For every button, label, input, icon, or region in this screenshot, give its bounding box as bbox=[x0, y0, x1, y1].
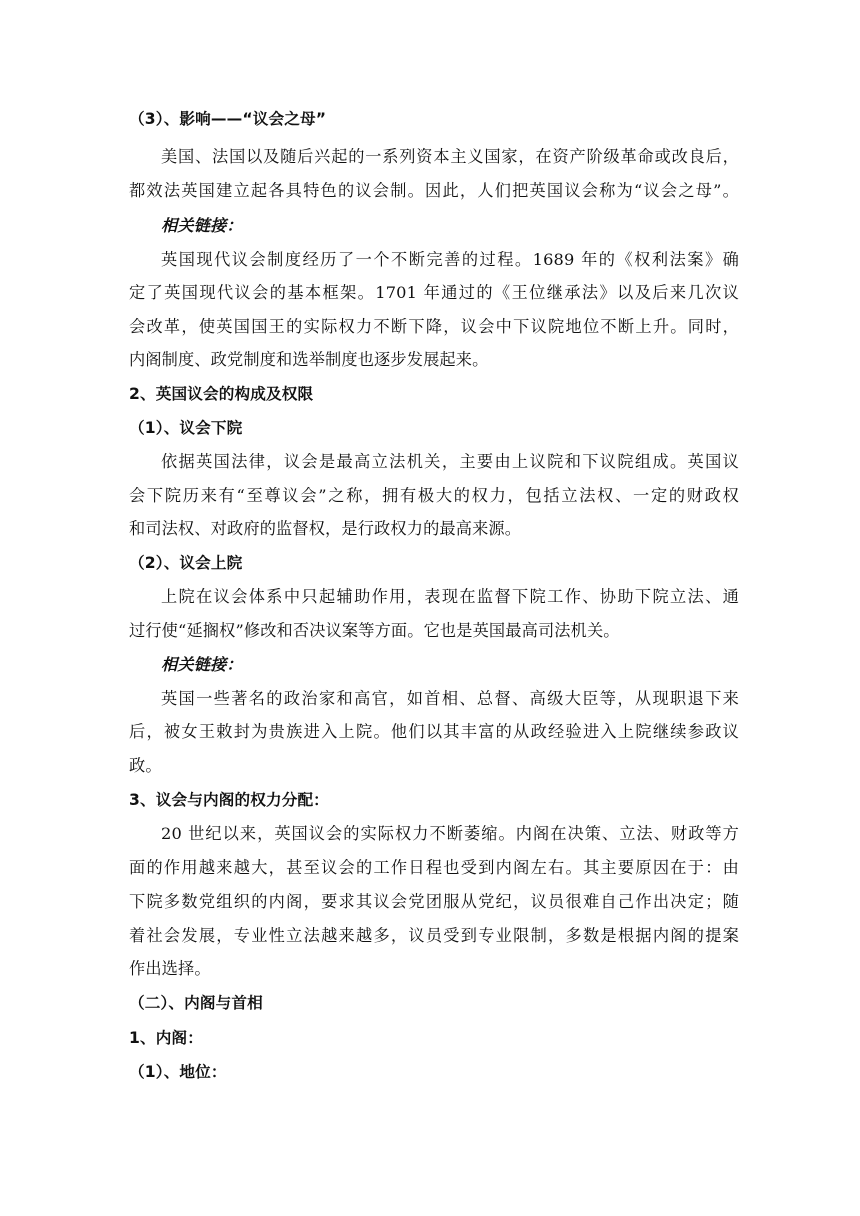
paragraph-line: 依据英国法律，议会是最高立法机关，主要由上议院和下议院组成。英国议 bbox=[161, 452, 739, 471]
heading-upper-house: （2）、议会上院 bbox=[129, 554, 243, 572]
paragraph-line: 作出选择。 bbox=[129, 959, 211, 978]
paragraph-line: 后，被女王敕封为贵族进入上院。他们以其丰富的从政经验进入上院继续参政议 bbox=[129, 722, 739, 741]
paragraph-line: 英国一些著名的政治家和高官，如首相、总督、高级大臣等，从现职退下来 bbox=[161, 689, 739, 708]
paragraph-line: 定了英国现代议会的基本框架。1701 年通过的《王位继承法》以及后来几次议 bbox=[129, 283, 739, 302]
related-link-label: 相关链接： bbox=[161, 216, 243, 235]
heading-parliament-structure: 2、英国议会的构成及权限 bbox=[129, 385, 314, 403]
paragraph-line: 20 世纪以来，英国议会的实际权力不断萎缩。内阁在决策、立法、财政等方 bbox=[161, 824, 739, 843]
heading-cabinet-and-pm: （二）、内阁与首相 bbox=[129, 994, 263, 1012]
heading-cabinet-status: （1）、地位： bbox=[129, 1063, 227, 1081]
heading-influence: （3）、影响——“议会之母” bbox=[129, 110, 327, 128]
related-link-label: 相关链接： bbox=[161, 655, 243, 674]
paragraph-line: 面的作用越来越大，甚至议会的工作日程也受到内阁左右。其主要原因在于：由 bbox=[129, 858, 739, 877]
paragraph-line: 过行使“延搁权”修改和否决议案等方面。它也是英国最高司法机关。 bbox=[129, 621, 620, 640]
paragraph-line: 上院在议会体系中只起辅助作用，表现在监督下院工作、协助下院立法、通 bbox=[161, 587, 739, 606]
heading-power-distribution: 3、议会与内阁的权力分配： bbox=[129, 791, 329, 809]
paragraph-line: 都效法英国建立起各具特色的议会制。因此，人们把英国议会称为“议会之母”。 bbox=[129, 181, 739, 200]
paragraph-line: 政。 bbox=[129, 756, 162, 775]
heading-cabinet: 1、内阁： bbox=[129, 1029, 203, 1047]
paragraph-line: 英国现代议会制度经历了一个不断完善的过程。1689 年的《权利法案》确 bbox=[161, 250, 739, 269]
paragraph-line: 美国、法国以及随后兴起的一系列资本主义国家，在资产阶级革命或改良后， bbox=[161, 147, 739, 166]
paragraph-line: 会改革，使英国国王的实际权力不断下降，议会中下议院地位不断上升。同时， bbox=[129, 317, 739, 336]
paragraph-line: 着社会发展，专业性立法越来越多，议员受到专业限制，多数是根据内阁的提案 bbox=[129, 926, 739, 945]
paragraph-line: 和司法权、对政府的监督权，是行政权力的最高来源。 bbox=[129, 519, 522, 538]
paragraph-line: 下院多数党组织的内阁，要求其议会党团服从党纪，议员很难自己作出决定；随 bbox=[129, 892, 739, 911]
paragraph-line: 会下院历来有“至尊议会”之称，拥有极大的权力，包括立法权、一定的财政权 bbox=[129, 486, 739, 505]
heading-lower-house: （1）、议会下院 bbox=[129, 419, 243, 437]
paragraph-line: 内阁制度、政党制度和选举制度也逐步发展起来。 bbox=[129, 350, 489, 369]
